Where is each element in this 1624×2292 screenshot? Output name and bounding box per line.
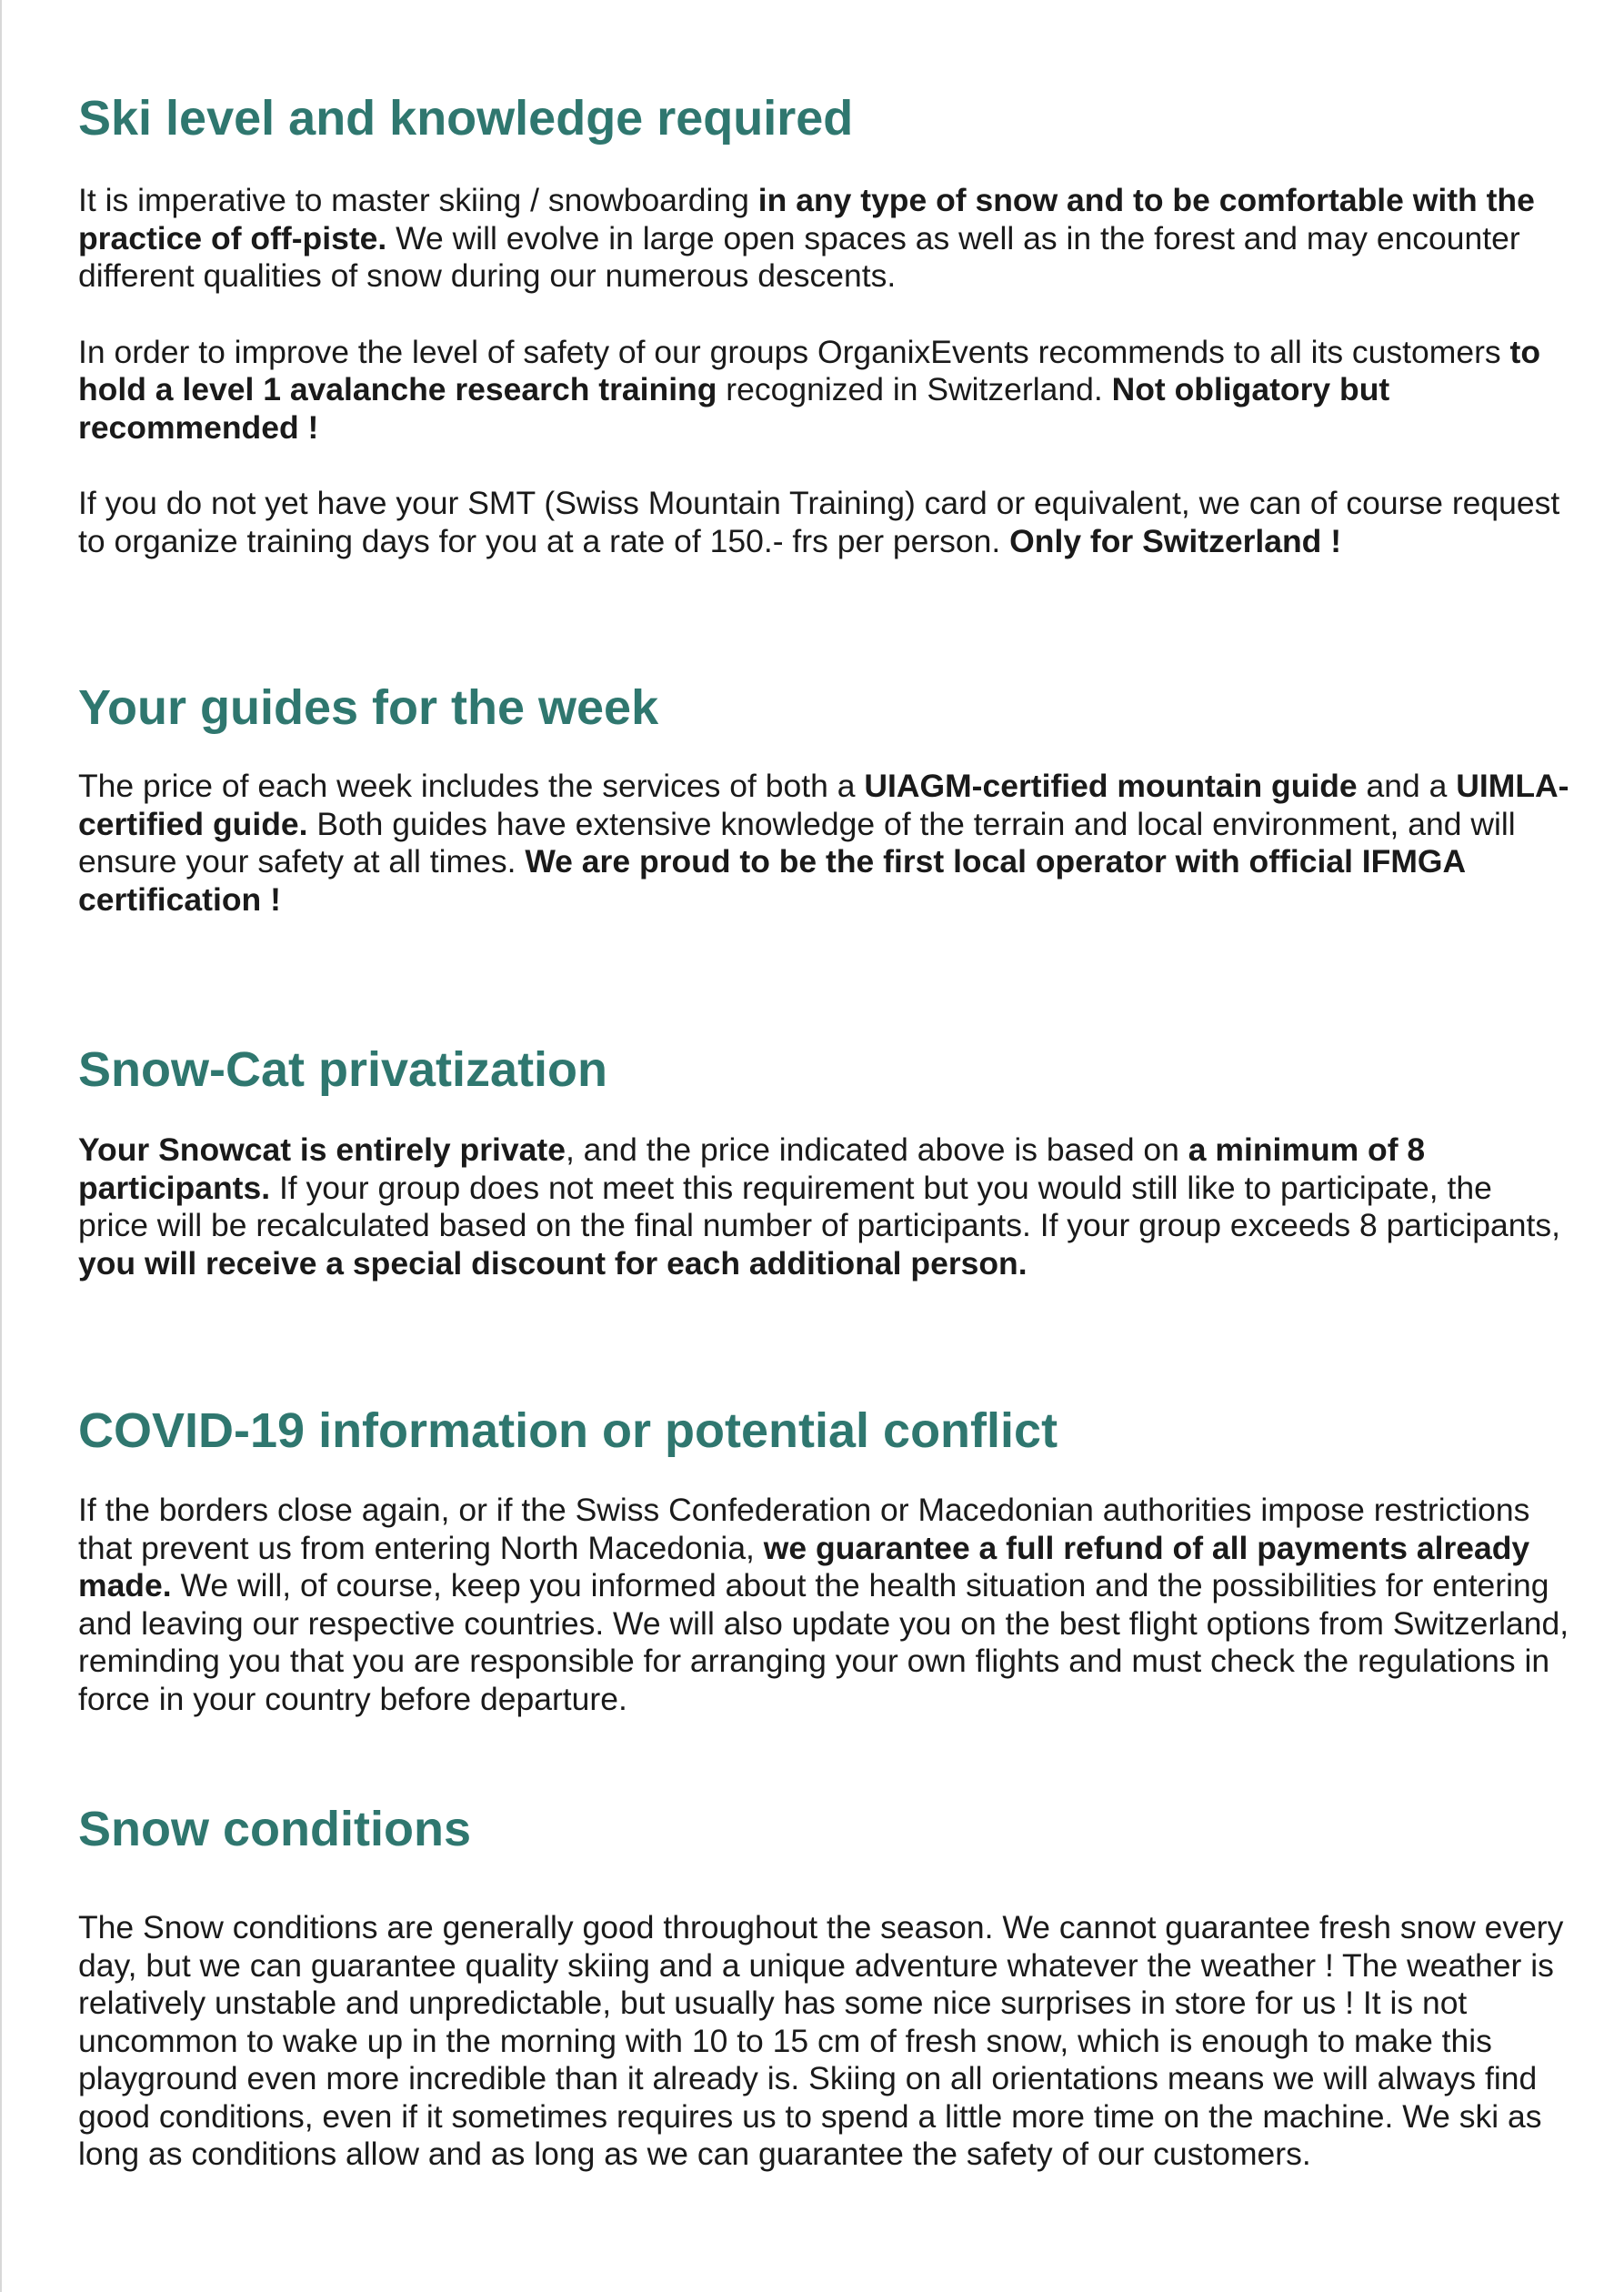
text-run: If the borders close again, or if the Swiss Confederation or Macedonian authorities impose restrictions that prevent us from entering North Macedonia,	[78, 1492, 1530, 1566]
bold-text-run: UIMLA-certified guide.	[78, 768, 1569, 842]
bold-text-run: UIAGM-certified mountain guide	[864, 768, 1358, 804]
text-run: It is imperative to master skiing / snowboarding	[78, 182, 758, 218]
paragraph	[78, 1909, 1569, 2174]
section-title: Snow-Cat privatization	[78, 1042, 608, 1097]
text-run: We will, of course, keep you informed about the health situation and the possibilities for entering and leaving our respective countries. We will also update you on the best flight options from Switzerland, reminding you that you are responsible for arranging your own flights and must check the regulations in force in your country before departure.	[78, 1567, 1569, 1717]
text-run: recognized in Switzerland.	[717, 371, 1112, 407]
section-title: COVID-19 information or potential conflict	[78, 1403, 1058, 1458]
text-run: In order to improve the level of safety of our groups OrganixEvents recommends to all its customers	[78, 333, 1510, 370]
text-run: and a	[1357, 768, 1457, 804]
bold-text-run: you will receive a special discount for each additional person.	[78, 1244, 1028, 1282]
section-guides	[78, 679, 1569, 919]
section-ski-level	[78, 89, 1569, 560]
bold-text-run: in any type of snow and to be comfortable with the practice of off-piste.	[78, 182, 1535, 256]
bold-text-run: we guarantee a full refund of all payments already made.	[78, 1529, 1530, 1603]
bold-text-run: Your Snowcat is entirely private	[78, 1131, 566, 1168]
text-run: If you do not yet have your SMT (Swiss Mountain Training) card or equivalent, we can of course request to organize training days for you at a rate of 150.- frs per person.	[78, 485, 1560, 559]
text-run: , and the price indicated above is based on	[565, 1131, 1188, 1168]
section-snow-conditions	[78, 1800, 1569, 2174]
bold-text-run: to hold a level 1 avalanche research training	[78, 333, 1541, 407]
section-title: Ski level and knowledge required	[78, 91, 854, 146]
bold-text-run: We are proud to be the first local operator with official IFMGA certification !	[78, 843, 1465, 918]
text-run: If your group does not meet this requirement but you would still like to participate, the price will be recalculated based on the final number of participants. If your group exceeds 8 participants,	[78, 1169, 1560, 1243]
text-run: Both guides have extensive knowledge of the terrain and local environment, and will ensure your safety at all times.	[78, 805, 1516, 880]
paragraph	[78, 182, 1569, 296]
bold-text-run: Not obligatory but recommended !	[78, 371, 1390, 446]
paragraph	[78, 334, 1569, 447]
text-run: The Snow conditions are generally good throughout the season. We cannot guarantee fresh snow every day, but we can guarantee quality skiing and a unique adventure whatever the weather ! The weather is relatively unstable and unpredictable, but usually has some nice surprises in store for us ! It is not uncommon to wake up in the morning with 10 to 15 cm of fresh snow, which is enough to make this playground even more incredible than it already is. Skiing on all orientations means we will always find good conditions, even if it sometimes requires us to spend a little more time on the machine. We ski as long as conditions allow and as long as we can guarantee the safety of our customers.	[78, 1909, 1564, 2172]
bold-text-run: Only for Switzerland !	[1009, 522, 1342, 559]
section-title: Your guides for the week	[78, 680, 659, 735]
section-covid	[78, 1402, 1569, 1718]
paragraph	[78, 485, 1569, 560]
text-run: The price of each week includes the services of both a	[78, 768, 865, 804]
paragraph	[78, 768, 1569, 919]
paragraph	[78, 1131, 1569, 1282]
bold-text-run: a minimum of 8 participants.	[78, 1131, 1426, 1206]
paragraph	[78, 1492, 1569, 1718]
section-title: Snow conditions	[78, 1802, 471, 1856]
text-run: We will evolve in large open spaces as well as in the forest and may encounter different qualities of snow during our numerous descents.	[78, 219, 1520, 294]
section-snowcat	[78, 1040, 1569, 1282]
